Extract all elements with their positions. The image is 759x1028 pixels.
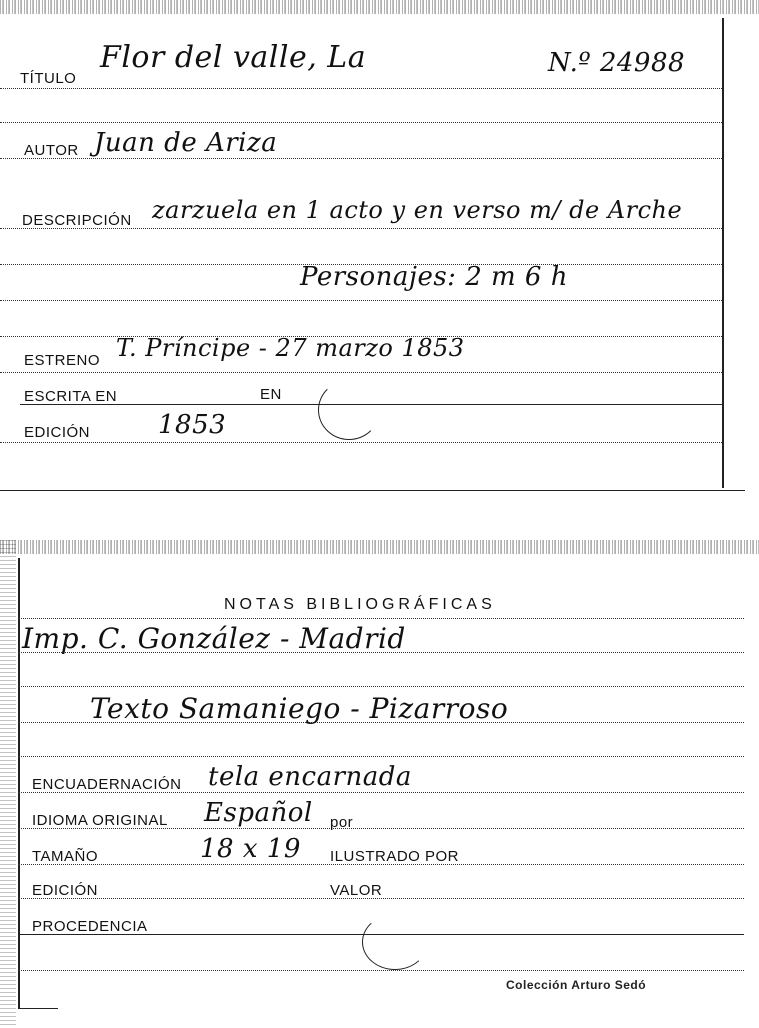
encuadernacion-value: tela encarnada [208, 762, 412, 792]
edicion-label: EDICIÓN [24, 424, 91, 441]
collection-credit: Colección Arturo Sedó [506, 978, 647, 992]
descripcion-value: zarzuela en 1 acto y en verso m/ de Arche [152, 196, 683, 224]
card-bottom-edge [0, 490, 745, 491]
personajes-value: Personajes: 2 m 6 h [300, 262, 568, 292]
edicion-label-bottom: EDICIÓN [32, 882, 99, 899]
rule [18, 1008, 58, 1009]
notas-heading: NOTAS BIBLIOGRÁFICAS [224, 596, 496, 613]
idioma-label: IDIOMA ORIGINAL [32, 812, 168, 829]
rule [0, 442, 722, 443]
numero-value: N.º 24988 [548, 48, 686, 78]
stamp-mark [318, 380, 380, 440]
tamano-value: 18 x 19 [200, 834, 301, 864]
rule [0, 300, 722, 301]
catalog-card-top [0, 0, 759, 500]
rule [0, 122, 722, 123]
estreno-value: T. Príncipe - 27 marzo 1853 [116, 334, 465, 362]
encuadernacion-label: ENCUADERNACIÓN [32, 776, 182, 793]
ilustrado-label: ILUSTRADO POR [330, 848, 460, 865]
stamp-mark [362, 914, 428, 970]
titulo-value: Flor del valle, La [100, 40, 367, 75]
escrita-label: ESCRITA EN [24, 388, 118, 405]
descripcion-label: DESCRIPCIÓN [22, 212, 132, 229]
tamano-label: TAMAÑO [32, 848, 99, 865]
rule [0, 372, 722, 373]
estreno-label: ESTRENO [24, 352, 101, 369]
rule [0, 88, 722, 89]
card-left-border [18, 558, 20, 1008]
autor-label: AUTOR [24, 142, 79, 159]
rule [18, 970, 744, 971]
torn-edge-top [0, 0, 759, 14]
rule [18, 686, 744, 687]
edicion-value: 1853 [158, 410, 227, 440]
notes-line-2: Texto Samaniego - Pizarroso [90, 692, 509, 725]
en-label: EN [260, 386, 282, 403]
torn-edge-left [0, 540, 16, 1028]
torn-edge-top [0, 540, 759, 554]
rule [0, 158, 722, 159]
card-right-border [722, 18, 724, 488]
notes-line-1: Imp. C. González - Madrid [22, 622, 406, 655]
valor-label: VALOR [330, 882, 383, 899]
idioma-value: Español [204, 798, 313, 828]
por-label: por [330, 814, 354, 831]
titulo-label: TÍTULO [20, 70, 77, 87]
procedencia-label: PROCEDENCIA [32, 918, 148, 935]
rule [18, 756, 744, 757]
catalog-card-bottom [0, 540, 759, 1028]
rule [18, 618, 744, 619]
autor-value: Juan de Ariza [94, 128, 278, 158]
